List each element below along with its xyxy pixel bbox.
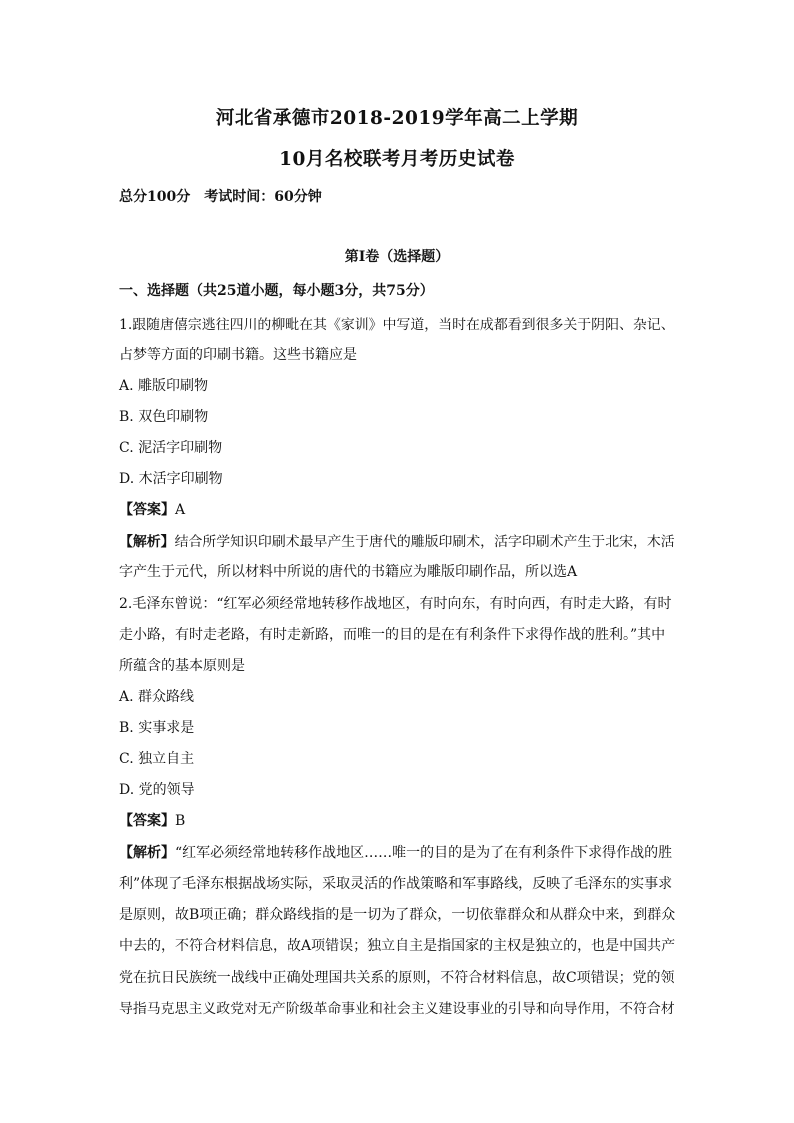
q2-analysis-line-1 [119, 842, 672, 862]
q1-answer-label: 【答案】 [119, 502, 175, 518]
q2-stem-line-1: 2.毛泽东曾说：“红军必须经常地转移作战地区，有时向东，有时向西，有时走大路，有时 [119, 596, 672, 612]
exam-time: 考试时间：60分钟 [204, 189, 322, 205]
q2-analysis-text-1: “红军必须经常地转移作战地区……唯一的目的是为了在有利条件下求得作战的胜 [175, 845, 673, 861]
q2-stem-line-2: 走小路，有时走老路，有时走新路，而唯一的目的是在有利条件下求得作战的胜利。”其中 [119, 627, 666, 643]
q1-option-c: C. 泥活字印刷物 [119, 440, 223, 456]
q2-answer-value: B [175, 813, 186, 829]
q2-analysis-line-6: 导指马克思主义政党对无产阶级革命事业和社会主义建设事业的引导和向导作用，不符合材 [119, 1001, 675, 1017]
q2-analysis-line-2: 利”体现了毛泽东根据战场实际，采取灵活的作战策略和军事路线，反映了毛泽东的实事求 [119, 876, 673, 892]
q2-option-a: A. 群众路线 [119, 689, 195, 705]
total-score: 总分100分 [119, 189, 191, 205]
q2-analysis-label: 【解析】 [119, 845, 175, 861]
q1-analysis-label: 【解析】 [119, 534, 175, 550]
q1-answer [119, 499, 185, 519]
q1-analysis-line-1 [119, 530, 675, 550]
q1-option-b: B. 双色印刷物 [119, 409, 209, 425]
q2-option-c: C. 独立自主 [119, 751, 195, 767]
q1-option-d: D. 木活字印刷物 [119, 471, 223, 487]
q2-option-b: B. 实事求是 [119, 720, 195, 736]
q2-analysis-line-3: 是原则，故B项正确；群众路线指的是一切为了群众，一切依靠群众和从群众中来，到群众 [119, 907, 676, 923]
title-line-2: 10月名校联考月考历史试卷 [279, 149, 515, 170]
q1-stem-line-1: 1.跟随唐僖宗逃往四川的柳毗在其《家训》中写道，当时在成都看到很多关于阴阳、杂记、 [119, 317, 675, 333]
q1-option-a: A. 雕版印刷物 [119, 378, 209, 394]
q1-analysis-text-1: 结合所学知识印刷术最早产生于唐代的雕版印刷术，活字印刷术产生于北宋，木活 [174, 534, 675, 550]
q2-analysis-line-5: 党在抗日民族统一战线中正确处理国共关系的原则，不符合材料信息，故C项错误；党的领 [119, 970, 675, 986]
q1-analysis-line-2: 字产生于元代，所以材料中所说的唐代的书籍应为雕版印刷作品，所以选A [119, 564, 578, 580]
q1-stem-line-2: 占梦等方面的印刷书籍。这些书籍应是 [119, 347, 357, 363]
section-title: 第Ⅰ卷（选择题） [344, 249, 450, 265]
part-title: 一、选择题（共25道小题，每小题3分，共75分） [119, 283, 434, 299]
q2-answer [119, 810, 185, 830]
q1-answer-value: A [175, 502, 186, 518]
exam-meta [119, 186, 322, 206]
q2-stem-line-3: 所蕴含的基本原则是 [119, 658, 245, 674]
q2-analysis-line-4: 中去的，不符合材料信息，故A项错误；独立自主是指国家的主权是独立的，也是中国共产 [119, 938, 676, 954]
title-line-1: 河北省承德市2018-2019学年高二上学期 [215, 108, 579, 129]
q2-answer-label: 【答案】 [119, 813, 175, 829]
q2-option-d: D. 党的领导 [119, 782, 195, 798]
